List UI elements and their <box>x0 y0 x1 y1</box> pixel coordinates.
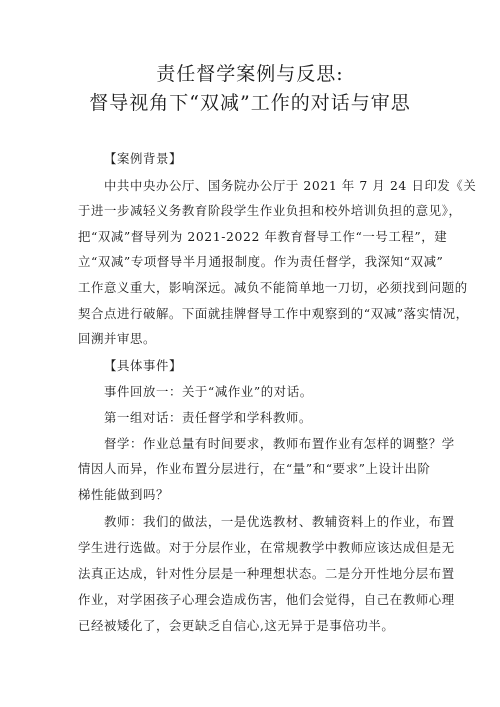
teacher-dialogue-line: 作业，对学困孩子心理会造成伤害，他们会觉得，自己在教师心理 <box>78 592 455 607</box>
teacher-dialogue-line: 学生进行选做。对于分层作业，在常规教学中教师应该达成但是无 <box>78 540 455 555</box>
section-heading-events: 【具体事件】 <box>104 358 182 373</box>
teacher-dialogue-line: 已经被矮化了，会更缺乏自信心,这无异于是事倍功半。 <box>78 618 395 633</box>
paragraph-line: 契合点进行破解。下面就挂牌督导工作中观察到的“双减”落实情况， <box>78 306 469 321</box>
section-heading-background: 【案例背景】 <box>104 151 182 166</box>
teacher-dialogue-line: 教师：我们的做法，一是优选教材、教辅资料上的作业，布置 <box>104 514 455 529</box>
paragraph-line: 立“双减”专项督导半月通报制度。作为责任督学，我深知“双减” <box>78 254 444 269</box>
inspector-dialogue-line: 情因人而异，作业布置分层进行，在“量”和“要求”上设计出阶 <box>78 461 431 476</box>
paragraph-line: 回溯并审思。 <box>78 331 156 346</box>
paragraph-line: 工作意义重大，影响深远。减负不能简单地一刀切，必须找到问题的 <box>78 280 468 295</box>
paragraph-line: 中共中央办公厅、国务院办公厅于 2021 年 7 月 24 日印发《关 <box>104 178 477 193</box>
paragraph-line: 把“双减”督导列为 2021-2022 年教育督导工作“一号工程”，建 <box>78 229 448 244</box>
inspector-dialogue-line: 梯性能做到吗？ <box>78 487 169 502</box>
document-title-line-1: 责任督学案例与反思: <box>156 63 344 85</box>
document-title-line-2: 督导视角下“双减”工作的对话与审思 <box>89 92 411 114</box>
paragraph-line: 于进一步减轻义务教育阶段学生作业负担和校外培训负担的意见》， <box>78 203 462 218</box>
inspector-dialogue-line: 督学：作业总量有时间要求，教师布置作业有怎样的调整？学 <box>104 436 455 451</box>
event-title: 事件回放一：关于“减作业”的对话。 <box>104 384 313 399</box>
teacher-dialogue-line: 法真正达成，针对性分层是一种理想状态。二是分开性地分层布置 <box>78 566 455 581</box>
dialogue-group-title: 第一组对话：责任督学和学科教师。 <box>104 410 312 425</box>
